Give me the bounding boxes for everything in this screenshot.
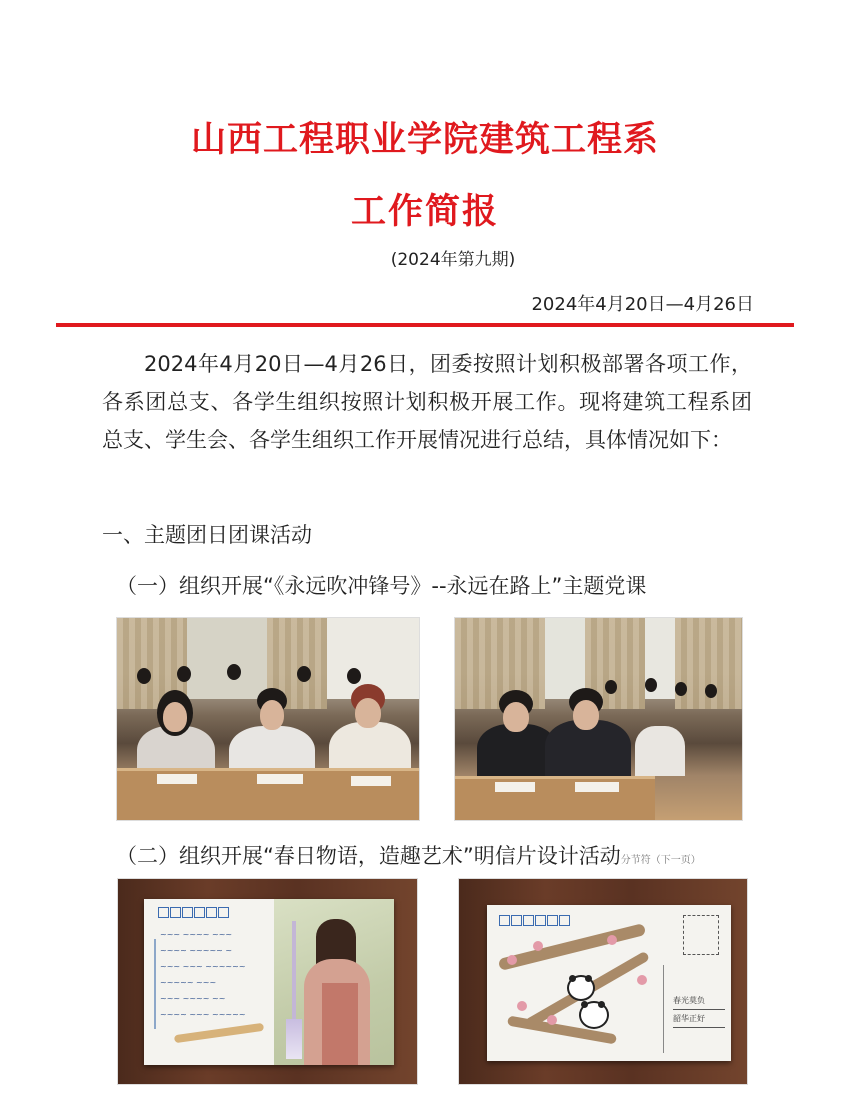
postcard-2 xyxy=(487,905,731,1061)
report-subtitle: 工作简报 xyxy=(350,192,499,232)
subsection-heading-1: （一）组织开展“《永远吹冲锋号》--永远在路上”主题党课 xyxy=(116,574,647,598)
intro-paragraph: 2024年4月20日—4月26日，团委按照计划积极部署各项工作，各系团总支、各学生组织按照计划积极开展工作。现将建筑工程系团总支、学生会、各学生组织工作开展情况进行总结，具体情况如下： xyxy=(102,352,752,452)
postcard-text-2: 韶华正好 xyxy=(673,1014,705,1023)
classroom-photo-1 xyxy=(116,617,420,821)
subsection-heading-2 xyxy=(116,840,701,870)
section-heading: 一、主题团日团课活动 xyxy=(102,523,312,547)
classroom-photo-2 xyxy=(454,617,743,821)
section-break-mark: 分节符（下一页） xyxy=(620,855,701,866)
postcard-photo-1 xyxy=(117,878,418,1085)
date-range: 2024年4月20日—4月26日 xyxy=(531,294,754,315)
subsection-heading-2-text: （二）组织开展“春日物语，造趣艺术”明信片设计活动 xyxy=(116,844,621,868)
report-title: 山西工程职业学院建筑工程系 xyxy=(190,120,659,160)
header-rule xyxy=(56,323,794,327)
postcard-photo-2 xyxy=(458,878,748,1085)
issue-number: (2024年第九期) xyxy=(390,250,516,270)
postcard-text-1: 春光莫负 xyxy=(673,996,705,1005)
postcard-1: ~~~ ~~~~ ~~~ ~~~~ ~~~~~ ~ ~~~ ~~~ ~~~~~~ ~~~~~ ~~~ ~~~ ~~~~ ~~ ~~~~ ~~~ ~~~~~ xyxy=(144,899,394,1065)
